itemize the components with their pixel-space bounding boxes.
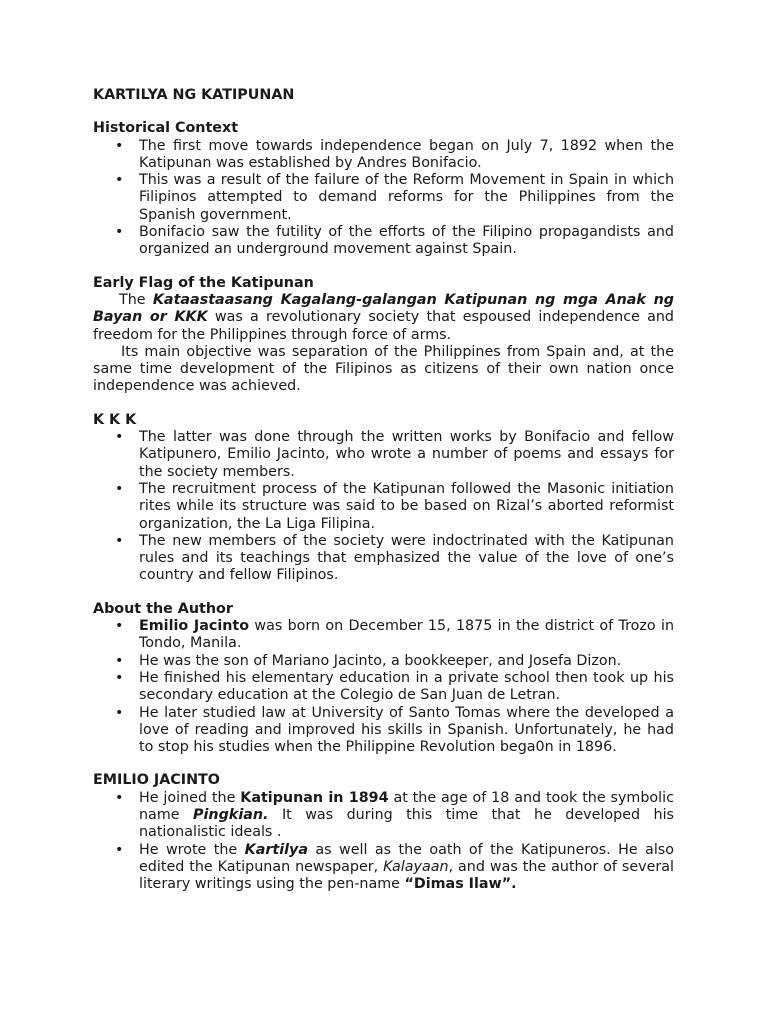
section-kkk xyxy=(93,412,674,585)
section-early-flag xyxy=(93,275,674,396)
list-item: • The first move towards independence began on July 7, 1892 when the Katipunan was established by Andres Bonifacio. xyxy=(115,137,674,171)
emphasized-text: Kartilya xyxy=(244,841,309,858)
author-name: Emilio Jacinto xyxy=(139,618,250,635)
emphasized-text: Pingkian. xyxy=(193,806,269,823)
bullet-list xyxy=(93,790,674,894)
bullet-icon: • xyxy=(115,789,124,806)
section-heading: EMILIO JACINTO xyxy=(93,772,220,789)
bullet-icon: • xyxy=(115,480,124,497)
list-item: • The latter was done through the written works by Bonifacio and fellow Katipunero, Emilio Jacinto, who wrote a number of poems and essays for the society members. xyxy=(115,429,674,480)
section-heading: About the Author xyxy=(93,600,233,617)
bold-text: “Dimas Ilaw”. xyxy=(404,876,517,893)
list-item: • He finished his elementary education in a private school then took up his secondary education at the Colegio de San Juan de Letran. xyxy=(115,669,674,704)
list-item: • Emilio Jacinto was born on December 15, 1875 in the district of Trozo in Tondo, Manila. xyxy=(115,618,675,652)
list-item: • He was the son of Mariano Jacinto, a bookkeeper, and Josefa Dizon. xyxy=(115,652,622,669)
bullet-list xyxy=(93,138,674,259)
list-item: • Bonifacio saw the futility of the efforts of the Filipino propagandists and organized an underground movement against Spain. xyxy=(115,224,674,258)
section-about-author xyxy=(93,601,674,757)
bullet-list xyxy=(93,429,674,585)
paragraph: The Kataastaasang Kagalang-galangan Katipunan ng mga Anak ng Bayan or KKK was a revolutionary society that espoused independence and freedom for the Philippines through force of arms. xyxy=(93,291,674,343)
bullet-icon: • xyxy=(115,704,124,721)
bullet-list xyxy=(93,618,674,756)
list-item: • He wrote the Kartilya as well as the oath of the Katipuneros. He also edited the Katipunan newspaper, Kalayaan, and was the author of several literary writings using the pen-name “Dimas Ilaw”. xyxy=(115,841,674,893)
bullet-icon: • xyxy=(115,652,124,669)
emphasized-text: Kataastaasang Kagalang-galangan Katipunan ng mga Anak ng Bayan or KKK xyxy=(93,291,674,326)
section-heading: Early Flag of the Katipunan xyxy=(93,274,314,291)
bullet-icon: • xyxy=(115,669,124,686)
paragraph: Its main objective was separation of the Philippines from Spain and, at the same time development of the Filipinos as citizens of their own nation once independence was achieved. xyxy=(93,343,674,395)
bullet-icon: • xyxy=(115,137,124,154)
list-item: • The recruitment process of the Katipunan followed the Masonic initiation rites while its structure was said to be based on Rizal’s aborted reformist organization, the La Liga Filipina. xyxy=(115,480,674,532)
section-historical-context xyxy=(93,120,674,258)
section-heading: K K K xyxy=(93,411,137,428)
bullet-icon: • xyxy=(115,172,124,189)
bullet-icon: • xyxy=(115,224,124,241)
list-item: • This was a result of the failure of the Reform Movement in Spain in which Filipinos attempted to demand reforms for the Philippines from the Spanish government. xyxy=(115,172,674,223)
list-item: • The new members of the society were indoctrinated with the Katipunan rules and its teachings that emphasized the value of the love of one’s country and fellow Filipinos. xyxy=(115,532,674,584)
document-body xyxy=(93,87,674,909)
document-title: KARTILYA NG KATIPUNAN xyxy=(93,87,295,103)
bullet-icon: • xyxy=(115,532,124,549)
bullet-icon: • xyxy=(115,618,124,635)
bullet-icon: • xyxy=(115,429,124,446)
bullet-icon: • xyxy=(115,841,124,858)
section-heading: Historical Context xyxy=(93,120,239,137)
section-emilio-jacinto xyxy=(93,772,674,893)
list-item: • He joined the Katipunan in 1894 at the age of 18 and took the symbolic name Pingkian. It was during this time that he developed his nationalistic ideals . xyxy=(115,789,674,841)
bold-text: Katipunan in 1894 xyxy=(240,789,389,806)
italic-text: Kalayaan xyxy=(383,858,449,875)
list-item: • He later studied law at University of Santo Tomas where the developed a love of reading and improved his skills in Spanish. Unfortunately, he had to stop his studies when the Philippine Revolution bega0n in 1896. xyxy=(115,704,674,756)
